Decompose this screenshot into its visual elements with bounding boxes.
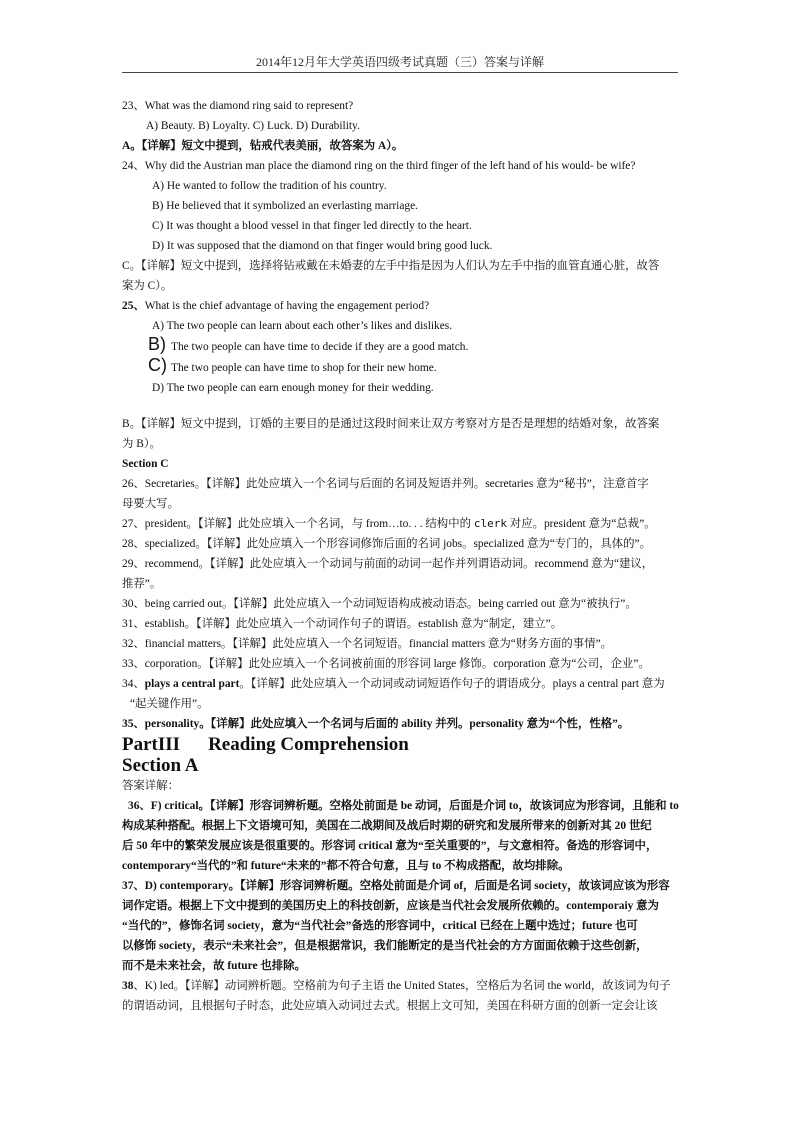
question-24-option-d: D) It was supposed that the diamond on that finger would bring good luck.	[152, 240, 493, 252]
answer-35: 35、personality。【详解】此处应填入一个名词与后面的 ability 并列。personality 意为“个性，性格”。	[122, 718, 630, 730]
document-body	[122, 96, 692, 1016]
answer-36-line: 构成某种搭配。根据上下文语境可知，美国在二战期间及战后时期的研究和发展所带来的创新对其 20 世纪	[122, 820, 652, 832]
option-c-letter: C)	[148, 355, 167, 375]
answer-38-number: 38	[122, 980, 134, 992]
answer-29-line-1: 29、recommend。【详解】此处应填入一个动词与前面的动词一起作并列谓语动词。recommend 意为“建议，	[122, 558, 654, 570]
answer-36-line: 36、F) critical。【详解】形容词辨析题。空格处前面是 be 动词，后面是介词 to，故该词应为形容词，且能和 to	[128, 800, 679, 812]
answer-34-line-2: “起关键作用”。	[130, 698, 209, 710]
answer-34-number: 34、	[122, 678, 145, 690]
question-24-option-c: C) It was thought a blood vessel in that finger led directly to the heart.	[152, 220, 472, 232]
answer-37-line: “当代的”，修饰名词 society，意为“当代社会”备选的形容词中，critical 已经在上题中选过；future 也可	[122, 920, 638, 932]
answer-36-line: 后 50 年中的繁荣发展应该是很重要的。形容词 critical 意为“至关重要的”，与文意相符。备选的形容词中，	[122, 840, 658, 852]
answer-37	[122, 876, 692, 976]
answer-27-text-b: 对应。president 意为“总裁”。	[506, 518, 656, 530]
answer-34-text: 。【详解】此处应填入一个动词或动词短语作句子的谓语成分。plays a central part 意为	[239, 678, 665, 690]
answer-27-text-a: 27、president。【详解】此处应填入一个名词，与 from…to. . . 结构中的	[122, 518, 474, 530]
option-c-text: The two people can have time to shop for their new home.	[171, 362, 437, 374]
question-25-number: 25、	[122, 300, 145, 312]
question-23: 23、What was the diamond ring said to represent?	[122, 100, 354, 112]
answer-34-key: plays a central part	[144, 678, 240, 690]
answer-34-line-1	[122, 674, 692, 694]
answer-23: A。【详解】短文中提到，钻戒代表美丽，故答案为 A）。	[122, 140, 404, 152]
question-25	[122, 296, 692, 316]
answer-intro: 答案详解：	[122, 780, 179, 792]
question-25-option-d: D) The two people can earn enough money for their wedding.	[152, 382, 434, 394]
answer-36-line: contemporary“当代的”和 future“未来的”都不符合句意，且与 to 不构成搭配，故均排除。	[122, 860, 570, 872]
answer-30: 30、being carried out。【详解】此处应填入一个动词短语构成被动语态。being carried out 意为“被执行”。	[122, 598, 637, 610]
question-25-option-a: A) The two people can learn about each other’s likes and dislikes.	[152, 320, 453, 332]
part-iii-label: PartIII	[122, 734, 181, 755]
question-25-option-c	[122, 357, 692, 378]
answer-33: 33、corporation。【详解】此处应填入一个名词被前面的形容词 large 修饰。corporation 意为“公司，企业”。	[122, 658, 650, 670]
answer-25-line-1: B。【详解】短文中提到，订婚的主要目的是通过这段时间来让双方考察对方是否是理想的结婚对象，故答案	[122, 418, 660, 430]
question-24-option-a: A) He wanted to follow the tradition of his country.	[152, 180, 387, 192]
answer-37-line: 以修饰 society，表示“未来社会”，但是根据常识，我们能断定的是当代社会的方方面面依赖于这些创新，	[122, 940, 648, 952]
answer-38-line-2: 的谓语动词，且根据句子时态，此处应填入动词过去式。根据上文可知，美国在科研方面的创新一定会让该	[122, 1000, 658, 1012]
part-iii-heading	[122, 734, 692, 755]
section-a-heading: Section A	[122, 755, 199, 776]
answer-27	[122, 514, 692, 534]
answer-27-mono: clerk	[473, 517, 507, 530]
question-24-option-b: B) He believed that it symbolized an everlasting marriage.	[152, 200, 419, 212]
answer-31: 31、establish。【详解】此处应填入一个动词作句子的谓语。establish 意为“制定，建立”。	[122, 618, 563, 630]
answer-37-line: 而不是未来社会，故 future 也排除。	[122, 960, 306, 972]
answer-38-line-1	[122, 976, 692, 996]
answer-26-line-1: 26、Secretaries。【详解】此处应填入一个名词与后面的名词及短语并列。secretaries 意为“秘书”，注意首字	[122, 478, 649, 490]
answer-37-line: 词作定语。根据上下文中提到的美国历史上的科技创新，应该是当代社会发展所依赖的。contemporaiy 意为	[122, 900, 659, 912]
answer-26-line-2: 母要大写。	[122, 498, 179, 510]
question-24: 24、Why did the Austrian man place the diamond ring on the third finger of the left hand of his would- be wife?	[122, 160, 636, 172]
answer-36	[122, 796, 692, 876]
answer-37-line: 37、D) contemporary。【详解】形容词辨析题。空格处前面是介词 of，后面是名词 society，故该词应该为形容	[122, 880, 670, 892]
question-25-option-b	[122, 336, 692, 357]
answer-24-line-2: 案为 C）。	[122, 280, 173, 292]
question-25-text: What is the chief advantage of having the engagement period?	[144, 300, 430, 312]
option-b-letter: B)	[148, 334, 166, 354]
answer-29-line-2: 推荐”。	[122, 578, 162, 590]
page-header: 2014年12月年大学英语四级考试真题（三）答案与详解	[122, 52, 678, 73]
section-c-heading: Section C	[122, 458, 169, 470]
option-b-text: The two people can have time to decide if they are a good match.	[171, 341, 469, 353]
answer-32: 32、financial matters。【详解】此处应填入一个名词短语。financial matters 意为“财务方面的事情”。	[122, 638, 613, 650]
answer-38-text: 、K) led。【详解】动词辨析题。空格前为句子主语 the United States，空格后为名词 the world，故该词为句子	[133, 980, 671, 992]
part-iii-title: Reading Comprehension	[208, 734, 409, 755]
answer-25-line-2: 为 B）。	[122, 438, 161, 450]
question-23-options: A) Beauty. B) Loyalty. C) Luck. D) Durability.	[146, 120, 360, 132]
answer-28: 28、specialized。【详解】此处应填入一个形容词修饰后面的名词 jobs。specialized 意为“专门的，具体的”。	[122, 538, 651, 550]
answer-24-line-1: C。【详解】短文中提到，选择将钻戒戴在未婚妻的左手中指是因为人们认为左手中指的血管直通心脏，故答	[122, 260, 660, 272]
